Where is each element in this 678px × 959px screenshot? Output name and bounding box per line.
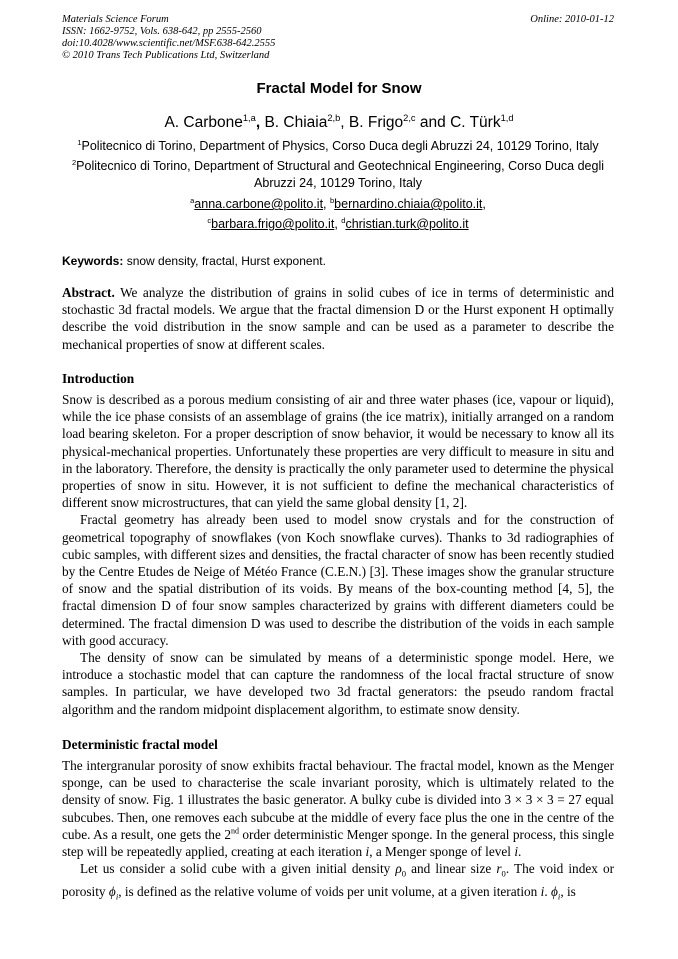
author-sep: and — [415, 114, 451, 131]
det-paragraph-2: Let us consider a solid cube with a given initial density $\rho_0$ and linear size $r_0$. The void index or porosity $\phi_i$, is defined as the relative volume of voids per unit volume, at a given iteration i. $\phi_i$, is — [62, 861, 615, 902]
deterministic-body — [62, 757, 614, 906]
doi: doi:10.4028/www.scientific.net/MSF.638-642.2555 — [62, 38, 276, 49]
author-sep: , — [255, 114, 265, 131]
affiliation-1 — [62, 138, 614, 155]
author-sup: 1,d — [500, 112, 514, 123]
email-link-a[interactable]: anna.carbone@polito.it — [194, 197, 324, 211]
introduction-body — [62, 391, 614, 718]
deterministic-heading: Deterministic fractal model — [62, 737, 218, 752]
abstract-label: Abstract. — [62, 285, 115, 300]
email-link-d[interactable]: christian.turk@polito.it — [345, 217, 469, 231]
author-name: B. Frigo — [348, 114, 404, 131]
affiliation-text: Politecnico di Torino, Department of Structural and Geotechnical Engineering, Corso Duca degli Abruzzi 24, 10129 Torino, Italy — [76, 159, 604, 190]
journal-name: Materials Science Forum — [62, 14, 169, 25]
affiliation-2 — [62, 158, 614, 192]
email-line-2: $^c$barbara.frigo@polito.it, $^d$christian.turk@polito.it — [207, 215, 469, 231]
intro-paragraph-2: Fractal geometry has already been used to model snow crystals and for the construction of geometrical topography of snowflakes (von Koch snowflake curves). Thanks to 3d radiographies of cubic samples, with different sizes and densities, the fractal character of snow has been recently studied by the Centre Etudes de Neige of Météo France (C.E.N.) [3]. These images show the granular structure of snow and the spatial distribution of its voids. By means of the box-counting method [4, 5], the fractal dimension D of four snow samples characterized by grains with different diameters could be determined. The fractal dimension D was used to describe the distribution of the voids in each sample with good accuracy. — [62, 512, 614, 648]
keywords — [62, 254, 614, 268]
journal-header — [62, 14, 614, 62]
author-sup: 2,c — [403, 112, 416, 123]
issn: ISSN: 1662-9752, Vols. 638-642, pp 2555-2560 — [62, 26, 262, 37]
det-paragraph-1: The intergranular porosity of snow exhibits fractal behaviour. The fractal model, known as the Menger sponge, can be used to characterise the scale invariant porosity, which is ultimately related to the density of snow. Fig. 1 illustrates the basic generator. A bulky cube is divided into 3 × 3 × 3 = 27 equal subcubes. Then, one removes each subcube at the middle of every face plus the one in the centre of the cube. As a result, one gets the 2nd order deterministic Menger sponge. In the general process, this single step will be repeatedly applied, creating at each iteration i, a Menger sponge of level i. — [62, 758, 614, 860]
abstract-text: We analyze the distribution of grains in solid cubes of ice in terms of deterministic and stochastic 3d fractal models. We argue that the fractal dimension D or the Hurst exponent H optimally describe the void distribution in the snow sample and can be used as a parameter to describe the mechanical properties of snow at different scales. — [62, 285, 614, 352]
affiliation-sup: 1 — [77, 137, 82, 147]
author-sup: 2,b — [327, 112, 341, 123]
keywords-text: snow density, fractal, Hurst exponent. — [126, 254, 326, 268]
author-name: B. Chiaia — [264, 114, 328, 131]
abstract — [62, 284, 614, 353]
intro-paragraph-3: The density of snow can be simulated by means of a deterministic sponge model. Here, we introduce a stochastic model that can capture the randomness of the local fractal structure of snow samples. In particular, we have developed two 3d fractal generators: the pseudo random fractal algorithm and the random midpoint displacement algorithm, to estimate snow density. — [62, 650, 614, 717]
affiliation-text: Politecnico di Torino, Department of Physics, Corso Duca degli Abruzzi 24, 10129 Torino, Italy — [81, 139, 599, 153]
email-link-c[interactable]: barbara.frigo@polito.it — [211, 217, 335, 231]
affiliation-sup: 2 — [71, 157, 77, 167]
author-list — [0, 114, 678, 132]
keywords-label: Keywords: — [62, 254, 124, 268]
email-link-b[interactable]: bernardino.chiaia@polito.it — [334, 197, 483, 211]
author-name: C. Türk — [450, 114, 501, 131]
online-date: Online: 2010-01-12 — [530, 14, 614, 25]
author-sup: 1,a — [242, 112, 256, 123]
paper-title: Fractal Model for Snow — [256, 80, 422, 97]
email-line-1: $^a$anna.carbone@polito.it, $^b$bernardino.chiaia@polito.it, — [190, 195, 486, 211]
author-name: A. Carbone — [164, 114, 243, 131]
intro-paragraph-1: Snow is described as a porous medium consisting of air and three water phases (ice, vapour or liquid), while the ice phase consists of an assemblage of grains (the ice matrix), initially arranged on a random load bearing skeleton. For a proper description of snow behavior, it would be necessary to know all its physical-mechanical properties. Unfortunately these properties are very difficult to measure in situ and in the laboratory. Therefore, the density is practically the only parameter used to determine the physical properties of snow in situ. However, it is not sufficient to define the mechanical characteristics of different snow microstructures, that can yield the same global density [1, 2]. — [62, 392, 614, 511]
author-sep: , — [340, 114, 349, 131]
copyright: © 2010 Trans Tech Publications Ltd, Switzerland — [62, 50, 270, 61]
intro-heading: Introduction — [62, 371, 135, 386]
